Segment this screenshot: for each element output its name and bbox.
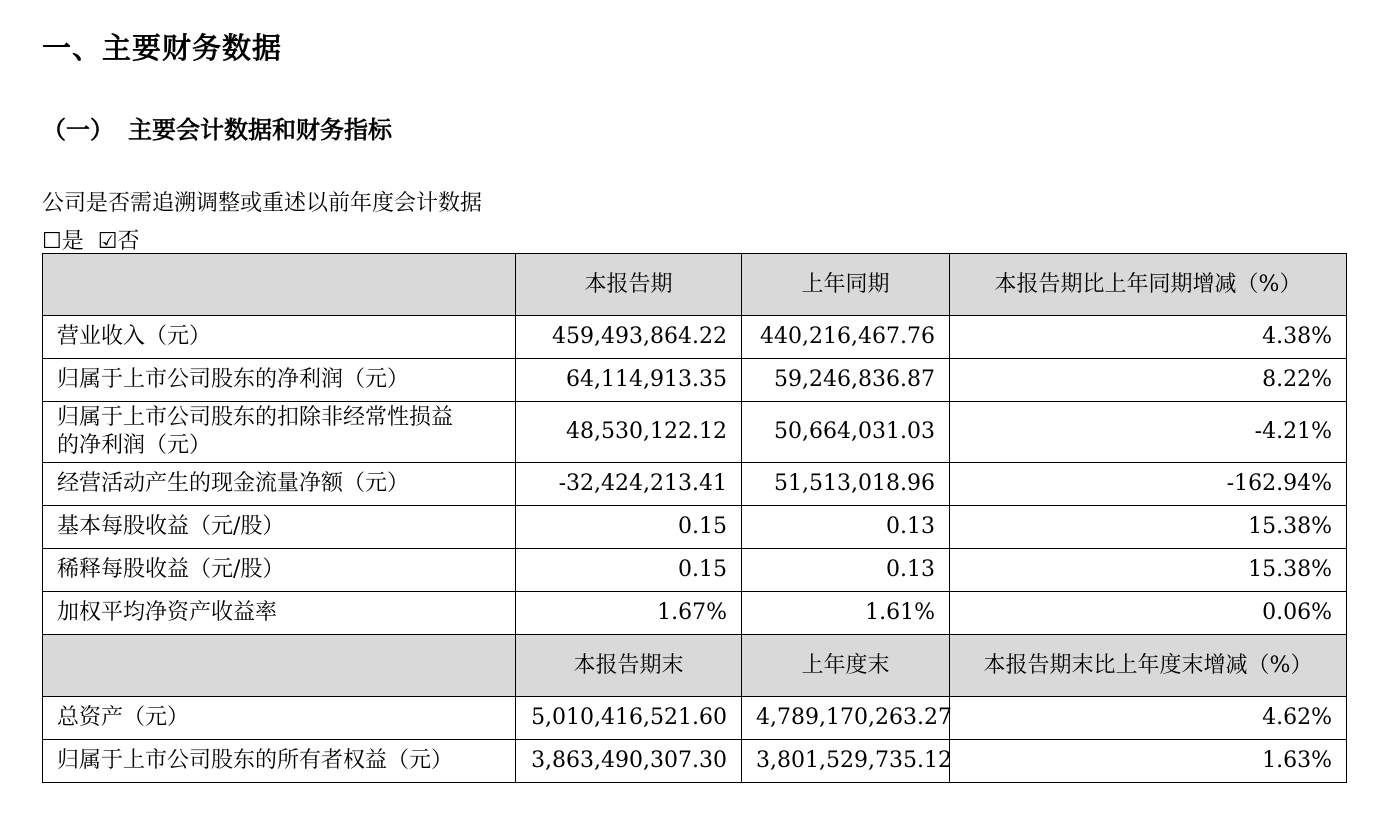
row-label-line1: 归属于上市公司股东的扣除非经常性损益 bbox=[57, 405, 454, 430]
row-label: 基本每股收益（元/股） bbox=[43, 506, 516, 549]
row-label: 归属于上市公司股东的净利润（元） bbox=[43, 359, 516, 402]
header-prior-period: 上年同期 bbox=[742, 254, 950, 316]
table-row bbox=[43, 402, 1347, 463]
table-header-row bbox=[43, 254, 1347, 316]
table-row bbox=[43, 740, 1347, 783]
table-row bbox=[43, 463, 1347, 506]
change-value: 15.38% bbox=[950, 549, 1347, 592]
prior-value: 440,216,467.76 bbox=[742, 316, 950, 359]
header-prior-year-end: 上年度末 bbox=[742, 635, 950, 697]
row-label: 营业收入（元） bbox=[43, 316, 516, 359]
change-value: -4.21% bbox=[950, 402, 1347, 463]
row-label: 稀释每股收益（元/股） bbox=[43, 549, 516, 592]
choice-no-label: 否 bbox=[117, 229, 140, 254]
prior-value: 51,513,018.96 bbox=[742, 463, 950, 506]
choice-no[interactable] bbox=[98, 229, 140, 254]
change-value: 8.22% bbox=[950, 359, 1347, 402]
current-value: 64,114,913.35 bbox=[516, 359, 742, 402]
prior-value: 59,246,836.87 bbox=[742, 359, 950, 402]
choice-yes[interactable] bbox=[42, 229, 84, 254]
row-label: 总资产（元） bbox=[43, 697, 516, 740]
change-value: -162.94% bbox=[950, 463, 1347, 506]
subsection-text: 主要会计数据和财务指标 bbox=[128, 116, 392, 144]
header-blank bbox=[43, 635, 516, 697]
row-label bbox=[43, 402, 516, 463]
restatement-choices bbox=[42, 224, 154, 255]
table-row bbox=[43, 549, 1347, 592]
header-change: 本报告期比上年同期增减（%） bbox=[950, 254, 1347, 316]
change-value: 4.38% bbox=[950, 316, 1347, 359]
current-value: 0.15 bbox=[516, 506, 742, 549]
current-value: 0.15 bbox=[516, 549, 742, 592]
current-value: -32,424,213.41 bbox=[516, 463, 742, 506]
change-value: 0.06% bbox=[950, 592, 1347, 635]
prior-value: 1.61% bbox=[742, 592, 950, 635]
row-label: 加权平均净资产收益率 bbox=[43, 592, 516, 635]
current-value: 48,530,122.12 bbox=[516, 402, 742, 463]
table-header-row bbox=[43, 635, 1347, 697]
table-row bbox=[43, 697, 1347, 740]
table-row bbox=[43, 359, 1347, 402]
choice-yes-label: 是 bbox=[61, 229, 84, 254]
row-label-line2: 的净利润（元） bbox=[57, 433, 212, 458]
change-value: 4.62% bbox=[950, 697, 1347, 740]
restatement-question: 公司是否需追溯调整或重述以前年度会计数据 bbox=[42, 191, 483, 216]
table-row bbox=[43, 506, 1347, 549]
unchecked-box-icon: ☐ bbox=[42, 229, 62, 254]
subsection-number: （一） bbox=[42, 116, 114, 144]
current-value: 5,010,416,521.60 bbox=[516, 697, 742, 740]
header-change-year-end: 本报告期末比上年度末增减（%） bbox=[950, 635, 1347, 697]
change-value: 1.63% bbox=[950, 740, 1347, 783]
prior-value: 50,664,031.03 bbox=[742, 402, 950, 463]
section-title: 一、主要财务数据 bbox=[42, 31, 283, 65]
row-label: 归属于上市公司股东的所有者权益（元） bbox=[43, 740, 516, 783]
header-current-period: 本报告期 bbox=[516, 254, 742, 316]
prior-value: 0.13 bbox=[742, 549, 950, 592]
row-label: 经营活动产生的现金流量净额（元） bbox=[43, 463, 516, 506]
financial-data-table bbox=[42, 253, 1347, 783]
prior-value: 0.13 bbox=[742, 506, 950, 549]
header-blank bbox=[43, 254, 516, 316]
current-value: 459,493,864.22 bbox=[516, 316, 742, 359]
current-value: 3,863,490,307.30 bbox=[516, 740, 742, 783]
change-value: 15.38% bbox=[950, 506, 1347, 549]
table-row bbox=[43, 592, 1347, 635]
subsection-title bbox=[42, 110, 392, 145]
current-value: 1.67% bbox=[516, 592, 742, 635]
checked-box-icon: ☑ bbox=[97, 229, 118, 254]
header-period-end: 本报告期末 bbox=[516, 635, 742, 697]
prior-value: 3,801,529,735.12 bbox=[742, 740, 950, 783]
prior-value: 4,789,170,263.27 bbox=[742, 697, 950, 740]
table-row bbox=[43, 316, 1347, 359]
